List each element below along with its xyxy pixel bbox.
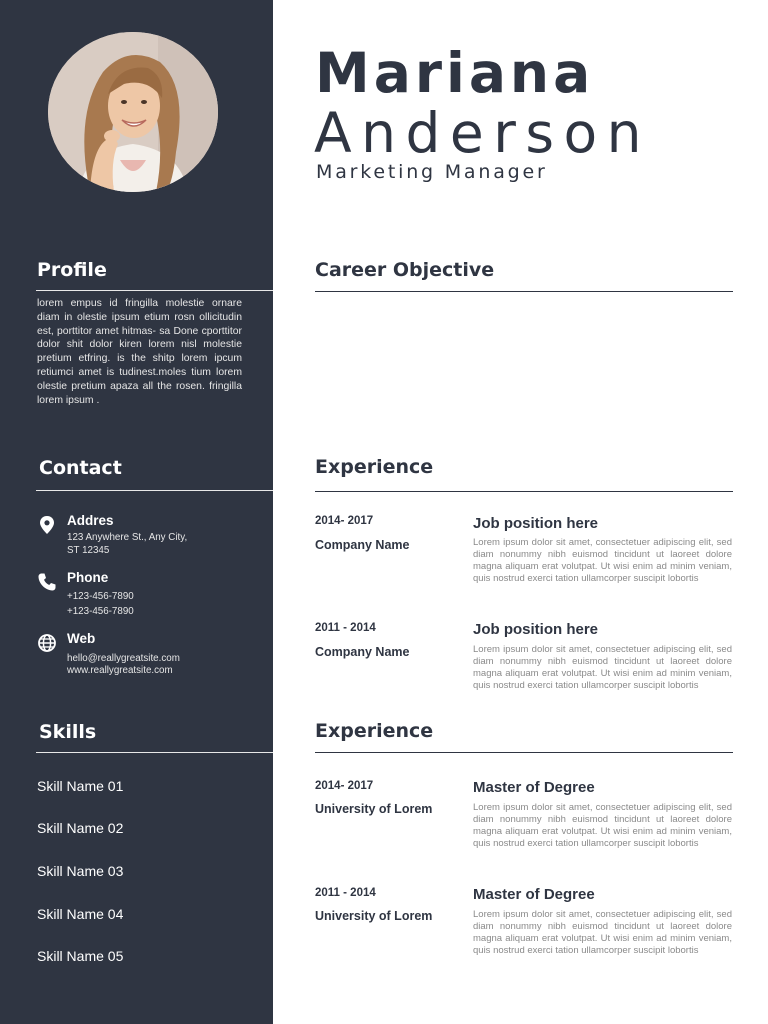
phone-icon bbox=[37, 572, 57, 592]
location-pin-icon bbox=[37, 515, 57, 535]
entry-date: 2011 - 2014 bbox=[315, 622, 376, 634]
address-line-2: ST 12345 bbox=[67, 545, 110, 556]
skill-item: Skill Name 04 bbox=[37, 906, 124, 922]
profile-text: lorem empus id fringilla molestie ornare diam in olestie ipsum etium rosn ollicitudin est, porttitor amet hitmas- sa Done cporttitor dolor shit dolor kiren lorem nisl molestie pretium etfring. is the shitp lorem ipcum retiumci amet is tudinest.moles tium lorem olestie pretium apaza all the rosen. fringilla lorem ipsum . bbox=[37, 298, 242, 406]
job-title: Marketing Manager bbox=[316, 161, 548, 183]
experience-divider bbox=[315, 491, 733, 492]
company-name: Company Name bbox=[315, 645, 410, 659]
portrait-image bbox=[48, 32, 218, 192]
entry-date: 2011 - 2014 bbox=[315, 887, 376, 899]
address-label: Addres bbox=[67, 513, 114, 528]
sidebar bbox=[0, 0, 273, 1024]
web-line-1: hello@reallygreatsite.com bbox=[67, 653, 180, 664]
entry-date: 2014- 2017 bbox=[315, 515, 374, 527]
profile-photo bbox=[48, 32, 218, 192]
globe-icon bbox=[37, 633, 57, 653]
skills-heading: Skills bbox=[39, 721, 97, 743]
phone-line-1: +123-456-7890 bbox=[67, 591, 134, 602]
school-name: University of Lorem bbox=[315, 802, 433, 816]
degree-title: Master of Degree bbox=[473, 886, 595, 903]
last-name: Anderson bbox=[314, 101, 652, 165]
profile-heading: Profile bbox=[37, 259, 107, 281]
entry-description: Lorem ipsum dolor sit amet, consectetuer adipiscing elit, sed diam nonummy nibh euismod tincidunt ut laoreet dolore magna aliquam erat volutpat. Ut wisi enim ad minim veniam, quis nostrud exerci tation ullamcorper suscipit lobortis bbox=[473, 537, 732, 584]
profile-divider bbox=[36, 290, 273, 291]
contact-heading: Contact bbox=[39, 457, 122, 479]
degree-title: Master of Degree bbox=[473, 779, 595, 796]
experience-heading: Experience bbox=[315, 456, 434, 478]
skill-item: Skill Name 01 bbox=[37, 778, 124, 794]
company-name: Company Name bbox=[315, 538, 410, 552]
entry-date: 2014- 2017 bbox=[315, 780, 374, 792]
school-name: University of Lorem bbox=[315, 909, 433, 923]
phone-line-2: +123-456-7890 bbox=[67, 606, 134, 617]
position-title: Job position here bbox=[473, 621, 599, 638]
skill-item: Skill Name 02 bbox=[37, 820, 124, 836]
entry-description: Lorem ipsum dolor sit amet, consectetuer adipiscing elit, sed diam nonummy nibh euismod tincidunt ut laoreet dolore magna aliquam erat volutpat. Ut wisi enim ad minim veniam, quis nostrud exerci tation ullamcorper suscipit lobortis bbox=[473, 644, 732, 691]
education-heading: Experience bbox=[315, 720, 434, 742]
web-line-2: www.reallygreatsite.com bbox=[67, 665, 173, 676]
career-objective-heading: Career Objective bbox=[315, 259, 495, 281]
skill-item: Skill Name 03 bbox=[37, 863, 124, 879]
skill-item: Skill Name 05 bbox=[37, 948, 124, 964]
education-divider bbox=[315, 752, 733, 753]
web-label: Web bbox=[67, 631, 96, 646]
first-name: Mariana bbox=[315, 41, 595, 105]
skills-divider bbox=[36, 752, 273, 753]
career-objective-divider bbox=[315, 291, 733, 292]
address-line-1: 123 Anywhere St., Any City, bbox=[67, 532, 188, 543]
phone-label: Phone bbox=[67, 570, 109, 585]
entry-description: Lorem ipsum dolor sit amet, consectetuer adipiscing elit, sed diam nonummy nibh euismod tincidunt ut laoreet dolore magna aliquam erat volutpat. Ut wisi enim ad minim veniam, quis nostrud exerci tation ullamcorper suscipit lobortis bbox=[473, 802, 732, 849]
contact-divider bbox=[36, 490, 273, 491]
position-title: Job position here bbox=[473, 515, 599, 532]
entry-description: Lorem ipsum dolor sit amet, consectetuer adipiscing elit, sed diam nonummy nibh euismod tincidunt ut laoreet dolore magna aliquam erat volutpat. Ut wisi enim ad minim veniam, quis nostrud exerci tation ullamcorper suscipit lobortis bbox=[473, 909, 732, 956]
